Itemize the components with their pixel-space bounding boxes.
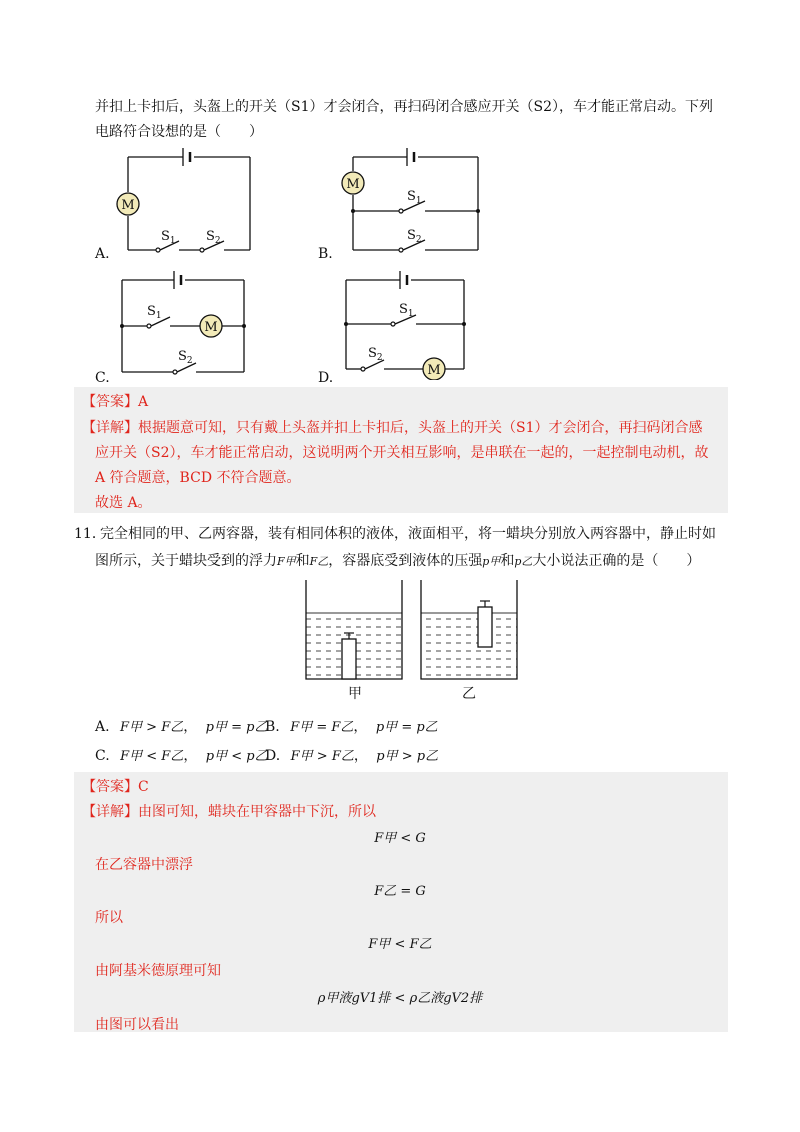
svg-text:S1: $S_1$ <box>399 302 414 319</box>
q11-option-b: B. F甲 = F乙， p甲 = p乙 <box>265 719 438 735</box>
detail-line2-q11: 在乙容器中漂浮 <box>95 857 193 873</box>
containers-figure <box>295 575 525 700</box>
detail-line4-q11: 由阿基米德原理可知 <box>95 963 221 979</box>
q11-stem-line1: 完全相同的甲、乙两容器，装有相同体积的液体，液面相平，将一蜡块分别放入两容器中，静止时如 <box>100 526 716 542</box>
detail-line4-q10: 故选 A。 <box>95 495 152 511</box>
q11-option-c: C. F甲 < F乙， p甲 < p乙 <box>95 748 268 764</box>
svg-text:S1: $S_1$ <box>407 189 422 206</box>
svg-text:S2: $S_2$ <box>368 346 383 363</box>
q10-stem-line2: 电路符合设想的是（ ） <box>95 124 263 140</box>
svg-text:S2: $S_2$ <box>206 229 221 246</box>
svg-text:S1: $S_1$ <box>161 229 176 246</box>
svg-text:S1: $S_1$ <box>147 304 162 321</box>
circuit-diagram-c <box>110 265 260 380</box>
svg-text:S2: $S_2$ <box>178 349 193 366</box>
option-label-a: A. <box>95 246 110 262</box>
detail-line5-q11: 由图可以看出 <box>95 1017 179 1033</box>
q10-stem-line1: 并扣上卡扣后，头盔上的开关（S1）才会闭合，再扫码闭合感应开关（S2），车才能正常启动。下列 <box>95 99 713 115</box>
answer-tag-q10: 【答案】A <box>82 394 149 410</box>
option-label-d: D. <box>318 370 334 386</box>
q11-stem-line2: 图所示，关于蜡块受到的浮力F甲和F乙，容器底受到液体的压强p甲和p乙大小说法正确的是（ ） <box>95 553 701 569</box>
svg-text:乙: 乙 <box>462 686 476 700</box>
svg-text:甲: 甲 <box>348 686 362 700</box>
wax-block-yi <box>478 607 492 647</box>
detail-line1-q11: 【详解】由图可知，蜡块在甲容器中下沉，所以 <box>82 804 376 820</box>
detail-line1-q10: 【详解】根据题意可知，只有戴上头盔并扣上卡扣后，头盔上的开关（S1）才会闭合，再扫码闭合感 <box>82 420 703 436</box>
detail-line2-q10: 应开关（S2），车才能正常启动，这说明两个开关相互影响，是串联在一起的，一起控制电动机，故 <box>95 445 709 461</box>
answer-tag-q11: 【答案】C <box>82 779 149 795</box>
equation-1: F甲 < G <box>374 831 426 846</box>
equation-2: F乙 = G <box>374 884 426 899</box>
q11-option-a: A. F甲 > F乙， p甲 = p乙 <box>95 719 268 735</box>
wax-block-jia <box>342 639 356 679</box>
equation-3: F甲 < F乙 <box>368 937 432 952</box>
option-label-b: B. <box>318 246 333 262</box>
circuit-diagram-b <box>340 140 490 260</box>
detail-line3-q10: A 符合题意，BCD 不符合题意。 <box>95 470 301 486</box>
detail-line3-q11: 所以 <box>95 910 123 926</box>
equation-4: ρ甲液gV1排 < ρ乙液gV2排 <box>317 991 483 1006</box>
option-label-c: C. <box>95 370 110 386</box>
q11-option-d: D. F甲 > F乙， p甲 > p乙 <box>265 748 439 764</box>
svg-text:S2: $S_2$ <box>407 228 422 245</box>
svg-text:M: M <box>121 198 135 213</box>
circuit-diagram-d <box>334 265 484 380</box>
svg-text:M: M <box>204 320 218 335</box>
svg-text:M: M <box>427 363 441 378</box>
circuit-diagram-a <box>115 140 255 260</box>
q11-number: 11． <box>74 526 106 542</box>
svg-text:M: M <box>346 177 360 192</box>
